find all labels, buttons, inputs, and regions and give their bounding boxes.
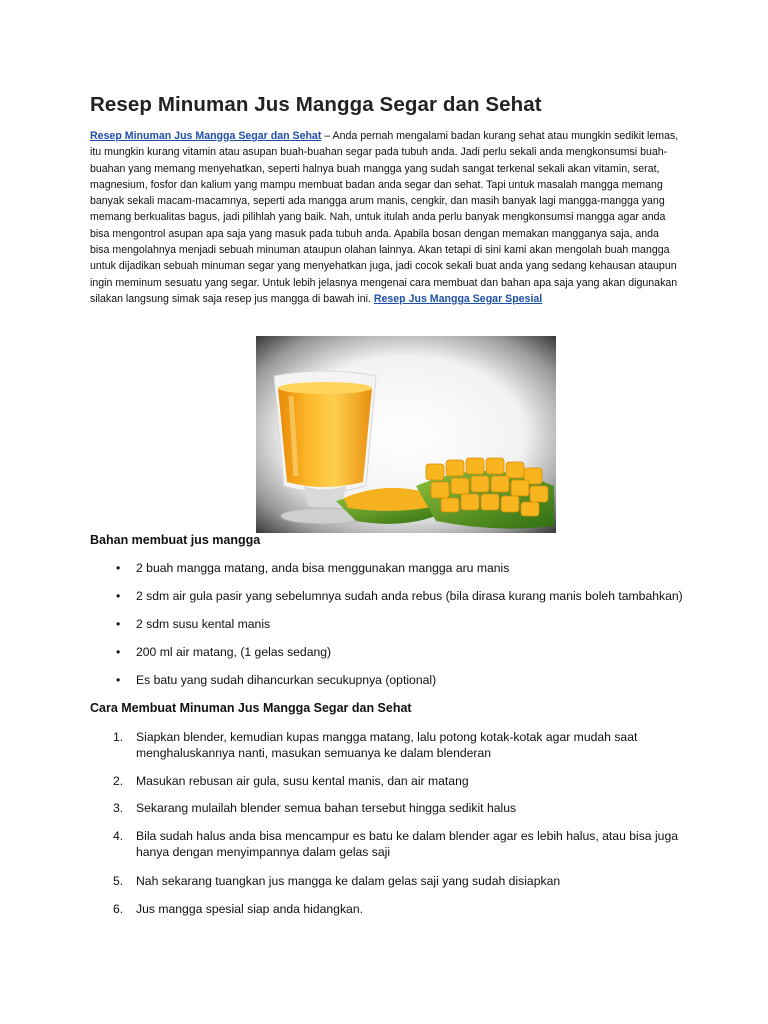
list-item — [90, 873, 676, 889]
intro-paragraph — [90, 128, 680, 307]
list-item — [90, 828, 681, 860]
ingredient-text: 2 sdm susu kental manis — [136, 617, 271, 631]
list-item — [90, 589, 690, 617]
page-title: Resep Minuman Jus Mangga Segar dan Sehat — [90, 93, 542, 116]
step-number: 2. — [113, 774, 124, 788]
bullet: • — [116, 589, 121, 603]
list-item — [90, 617, 690, 645]
ingredients-list — [90, 561, 690, 701]
bullet: • — [116, 561, 121, 575]
list-item — [90, 673, 690, 701]
ingredients-heading: Bahan membuat jus mangga — [90, 533, 261, 547]
mango-juice-photo — [256, 336, 556, 533]
steps-heading: Cara Membuat Minuman Jus Mangga Segar dan Sehat — [90, 701, 412, 715]
ingredient-text: 200 ml air matang, (1 gelas sedang) — [136, 645, 332, 659]
step-text: Siapkan blender, kemudian kupas mangga matang, lalu potong kotak-kotak agar mudah saat menghaluskannya nanti, masukan semuanya ke dalam blenderan — [136, 730, 638, 760]
step-number: 6. — [113, 902, 124, 916]
step-number: 3. — [113, 801, 124, 815]
bullet: • — [116, 617, 121, 631]
step-text: Bila sudah halus anda bisa mencampur es batu ke dalam blender agar es lebih halus, atau bisa juga hanya dengan menyimpannya dalam gelas saji — [136, 829, 679, 859]
step-text: Masukan rebusan air gula, susu kental manis, dan air matang — [136, 774, 469, 788]
step-text: Nah sekarang tuangkan jus mangga ke dalam gelas saji yang sudah disiapkan — [136, 874, 561, 888]
intro-link[interactable]: Resep Minuman Jus Mangga Segar dan Sehat — [90, 130, 322, 142]
list-item — [90, 561, 690, 589]
step-number: 4. — [113, 829, 124, 843]
ingredient-text: 2 sdm air gula pasir yang sebelumnya sudah anda rebus (bila dirasa kurang manis boleh tambahkan) — [136, 589, 683, 603]
bullet: • — [116, 645, 121, 659]
special-recipe-link[interactable]: Resep Jus Mangga Segar Spesial — [373, 292, 543, 305]
intro-text: – Anda pernah mengalami badan kurang sehat atau mungkin sedikit lemas, itu mungkin kurang vitamin atau asupan buah-buahan segar pada tubuh anda. Jadi perlu sekali anda mengkonsumsi buah-buahan yang memang menyehatkan, seperti halnya buah mangga yang sudah sangat terkenal sekali akan vitamin, serat, magnesium, fosfor dan kalium yang mampu membuat badan anda segar dan sehat. Tapi untuk masalah mangga memang banyak sekali macam-macamnya, seperti ada mangga arum manis, cengkir, dan masih banyak lagi mangga-mangga yang memang berkualitas bagus, jadi pilihlah yang baik. Nah, untuk itulah anda perlu banyak mengkonsumsi mangga agar anda bisa mengontrol asupan apa saja yang masuk pada tubuh anda. Apabila bosan dengan memakan mangganya saja, anda bisa mengolahnya menjadi sebuah minuman ataupun olahan lainnya. Akan tetapi di sini kami akan mengolah buah mangga untuk dijadikan sebuah minuman segar yang menyehatkan juga, jadi cocok sekali buat anda yang sedang kehausan ataupun ingin meminum sesuatu yang segar. Untuk lebih jelasnya mengenai cara membuat dan bahan apa saja yang akan digunakan silakan langsung simak saja resep jus mangga di bawah ini. — [90, 130, 679, 305]
list-item — [90, 773, 676, 789]
list-item — [90, 800, 676, 816]
list-item — [90, 729, 676, 761]
step-number: 1. — [113, 730, 124, 744]
step-text: Jus mangga spesial siap anda hidangkan. — [136, 902, 363, 916]
step-text: Sekarang mulailah blender semua bahan tersebut hingga sedikit halus — [136, 801, 517, 815]
list-item — [90, 645, 690, 673]
ingredient-text: Es batu yang sudah dihancurkan secukupnya (optional) — [136, 673, 437, 687]
list-item — [90, 901, 676, 917]
ingredient-text: 2 buah mangga matang, anda bisa menggunakan mangga aru manis — [136, 561, 510, 575]
bullet: • — [116, 673, 121, 687]
step-number: 5. — [113, 874, 124, 888]
